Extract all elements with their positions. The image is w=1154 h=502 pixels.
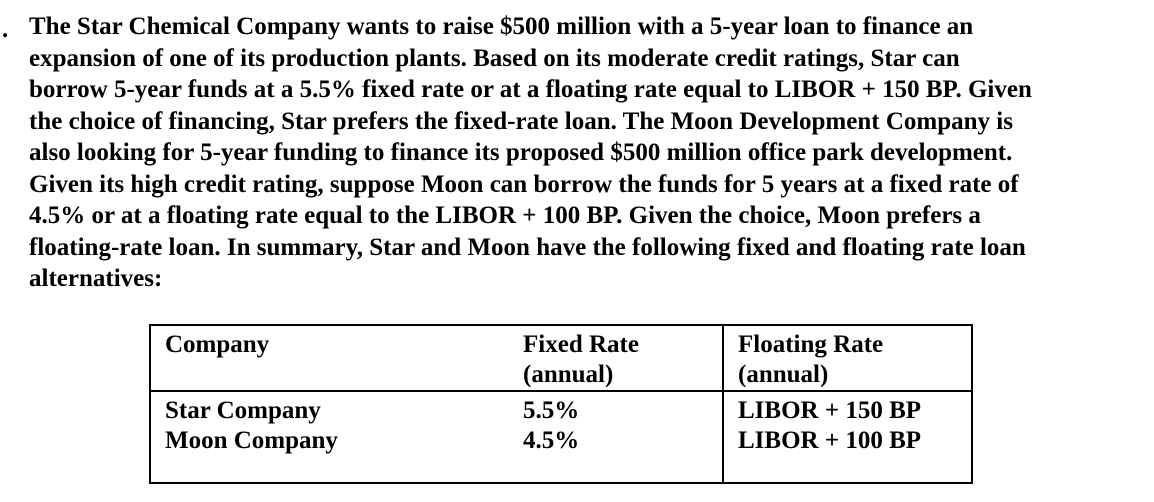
- paragraph-line: floating-rate loan. In summary, Star and Moon have the following fixed and floating rate loan: [29, 233, 1026, 261]
- paragraph-line: borrow 5-year funds at a 5.5% fixed rate or at a floating rate equal to LIBOR + 150 BP. Given: [29, 76, 1032, 103]
- header-fixed-rate: Fixed Rate (annual): [509, 325, 723, 391]
- fixed-rate-value: 4.5%: [523, 427, 580, 454]
- paragraph-line: 4.5% or at a floating rate equal to the LIBOR + 100 BP. Given the choice, Moon prefers a: [29, 202, 981, 229]
- loan-rates-table: [149, 324, 973, 484]
- company-cell: [150, 391, 509, 483]
- header-company: Company: [150, 325, 509, 391]
- fixed-rate-value: 5.5%: [523, 397, 580, 424]
- table-header-row: [150, 325, 972, 391]
- floating-rate-value: LIBOR + 150 BP: [738, 397, 922, 424]
- company-name: Star Company: [165, 397, 321, 424]
- problem-paragraph: [29, 11, 1144, 295]
- paragraph-line: also looking for 5-year funding to finance its proposed $500 million office park development.: [29, 139, 1013, 166]
- table-body-row: [150, 391, 972, 483]
- floating-rate-cell: [723, 391, 972, 483]
- paragraph-line: the choice of financing, Star prefers the fixed-rate loan. The Moon Development Company is: [29, 107, 1013, 135]
- paragraph-line: Given its high credit rating, suppose Moon can borrow the funds for 5 years at a fixed rate of: [29, 170, 1019, 198]
- floating-rate-value: LIBOR + 100 BP: [738, 427, 922, 454]
- paragraph-line: alternatives:: [29, 265, 163, 292]
- list-bullet: .: [2, 16, 9, 43]
- fixed-rate-cell: [509, 391, 723, 483]
- paragraph-line: The Star Chemical Company wants to raise $500 million with a 5-year loan to finance an: [29, 13, 974, 40]
- paragraph-line: expansion of one of its production plants. Based on its moderate credit ratings, Star can: [29, 44, 960, 72]
- header-floating-rate: Floating Rate (annual): [723, 325, 972, 391]
- company-name: Moon Company: [165, 427, 338, 454]
